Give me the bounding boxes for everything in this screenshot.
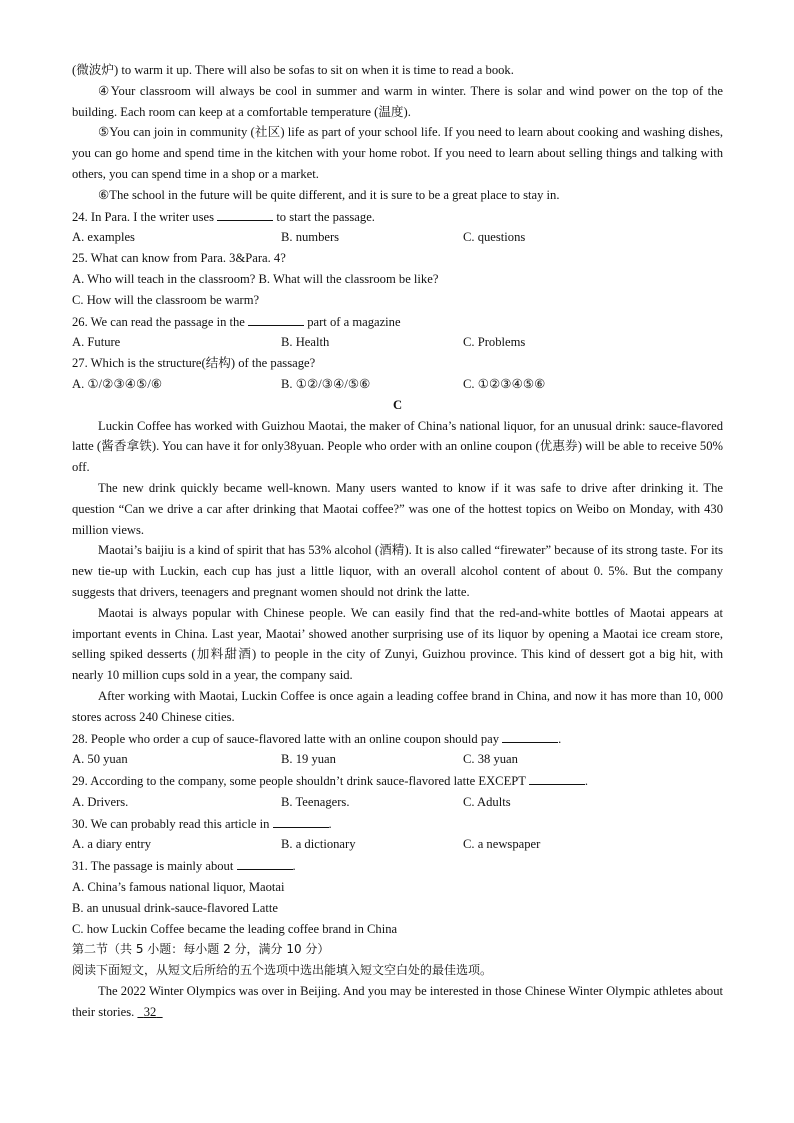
option-b: B. 19 yuan: [281, 752, 336, 767]
passage-b-paragraph-4: ④Your classroom will always be cool in summer and warm in winter. There is solar and wind power on the top of the building. Each room can keep at a comfortable temperature (温度).: [72, 83, 723, 119]
exam-page: [72, 60, 723, 1023]
passage-b-paragraph-6: ⑥The school in the future will be quite different, and it is sure to be a great place to stay in.: [98, 187, 560, 202]
answer-blank: [248, 311, 304, 326]
question-30-options: [72, 834, 723, 855]
option-a: A. ①/②③④⑤/⑥: [72, 376, 163, 391]
question-27: 27. Which is the structure(结构) of the passage?: [72, 356, 316, 371]
passage-c-paragraph-3: Maotai’s baijiu is a kind of spirit that has 53% alcohol (酒精). It is also called “firewater” because of its strong taste. For its new tie-up with Luckin, each cup has just a little liquor, with an overall alcohol content of about 0. 5%. But the company suggests that drivers, teenagers and pregnant women should not drink the latte.: [72, 543, 723, 599]
option-b: B. numbers: [281, 230, 340, 245]
question-25-options-ab: A. Who will teach in the classroom? B. What will the classroom be like?: [72, 271, 439, 286]
passage-c-paragraph-1: Luckin Coffee has worked with Guizhou Maotai, the maker of China’s national liquor, for an unusual drink: sauce-flavored latte (酱香拿铁). You can have it for only38yuan. People who order with an online coupon (优惠券) will be able to receive 50% off.: [72, 418, 723, 475]
question-28: 28. People who order a cup of sauce-flavored latte with an online coupon should pay .: [72, 728, 723, 750]
option-c: C. Problems: [463, 335, 526, 350]
option-b: B. ①②/③④/⑤⑥: [281, 376, 371, 391]
answer-blank: [529, 770, 585, 785]
question-26: 26. We can read the passage in the part of a magazine: [72, 311, 723, 333]
answer-blank: [273, 813, 329, 828]
option-b: B. an unusual drink-sauce-flavored Latte: [72, 900, 278, 915]
passage-c-paragraph-4: Maotai is always popular with Chinese people. We can easily find that the red-and-white bottles of Maotai appears at important events in China. Last year, Maotai’ showed another surprising use of its liquor by opening a Maotai ice cream store, selling spiked desserts (加料甜酒) to people in the city of Zunyi, Guizhou province. This kind of dessert got a big hit, with nearly 10 million cups sold in a year, the company said.: [72, 605, 723, 683]
passage-c-paragraph-2: The new drink quickly became well-known. Many users wanted to know if it was safe to drive after drinking it. The question “Can we drive a car after drinking that Maotai coffee?” was one of the hottest topics on Weibo on Monday, with 430 million views.: [72, 480, 723, 537]
option-c: C. ①②③④⑤⑥: [463, 376, 546, 391]
question-29-options: [72, 792, 723, 813]
option-c: C. a newspaper: [463, 837, 541, 852]
question-25-option-c: C. How will the classroom be warm?: [72, 292, 260, 307]
option-c: C. how Luckin Coffee became the leading coffee brand in China: [72, 921, 398, 936]
answer-blank: [217, 206, 273, 221]
option-a: A. Drivers.: [72, 794, 129, 809]
passage-c-paragraph-5: After working with Maotai, Luckin Coffee is once again a leading coffee brand in China, and now it has more than 10, 000 stores across 240 Chinese cities.: [72, 688, 723, 724]
question-30: 30. We can probably read this article in .: [72, 813, 723, 835]
option-c: C. Adults: [463, 794, 511, 809]
question-24: 24. In Para. I the writer uses to start the passage.: [72, 206, 723, 228]
option-b: B. Health: [281, 335, 330, 350]
question-24-options: [72, 227, 723, 248]
option-a: A. examples: [72, 230, 135, 245]
question-26-options: [72, 332, 723, 353]
section-2-heading: 第二节（共 5 小题：每小题 2 分，满分 10 分）: [72, 942, 330, 957]
passage-b-line: (微波炉) to warm it up. There will also be sofas to sit on when it is time to read a book.: [72, 63, 514, 77]
option-b: B. Teenagers.: [281, 794, 350, 809]
question-31: 31. The passage is mainly about .: [72, 855, 723, 877]
option-b: B. a dictionary: [281, 837, 356, 852]
option-a: A. 50 yuan: [72, 752, 128, 767]
option-a: A. a diary entry: [72, 837, 152, 852]
question-28-options: [72, 749, 723, 770]
question-25: 25. What can know from Para. 3&Para. 4?: [72, 251, 286, 266]
answer-blank: [237, 855, 293, 870]
option-c: C. 38 yuan: [463, 752, 518, 767]
option-c: C. questions: [463, 230, 526, 245]
question-27-options: [72, 374, 723, 395]
section-c-heading: C: [392, 397, 403, 412]
question-29: 29. According to the company, some people shouldn’t drink sauce-flavored latte EXCEPT .: [72, 770, 723, 792]
option-a: A. Future: [72, 335, 121, 350]
section-2-instruction: 阅读下面短文，从短文后所给的五个选项中选出能填入短文空白处的最佳选项。: [72, 963, 493, 978]
option-a: A. China’s famous national liquor, Maotai: [72, 880, 285, 895]
passage-b-paragraph-5: ⑤You can join in community (社区) life as part of your school life. If you need to learn about cooking and washing dishes, you can go home and spend time in the kitchen with your home robot. If you need to learn about selling things and talking with others, you can spend time in a shop or a market.: [72, 125, 723, 181]
passage-d-paragraph-1: The 2022 Winter Olympics was over in Beijing. And you may be interested in those Chinese Winter Olympic athletes about their stories. 32: [72, 984, 723, 1019]
answer-blank: [502, 728, 558, 743]
blank-32: 32: [143, 1004, 157, 1019]
